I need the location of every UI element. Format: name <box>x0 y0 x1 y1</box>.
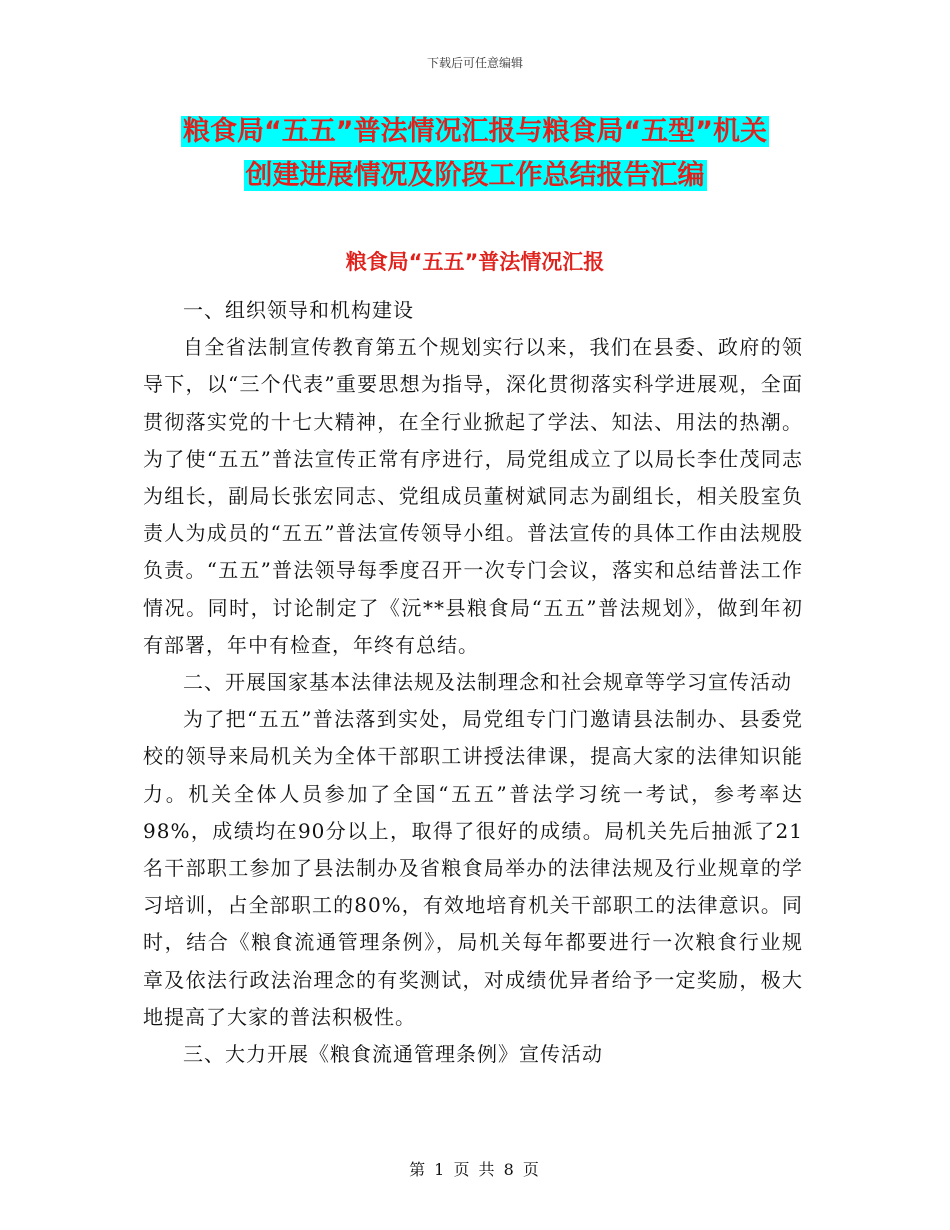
title-line-1-text: 粮食局“五五”普法情况汇报与粮食局“五型”机关 <box>183 116 767 147</box>
page-footer: 第 1 页 共 8 页 <box>409 1160 541 1179</box>
heading-2: 二、开展国家基本法律法规及法制理念和社会规章等学习宣传活动 <box>183 670 792 695</box>
section-title: 粮食局“五五”普法情况汇报 <box>345 250 605 274</box>
document-title <box>0 110 950 198</box>
document-body <box>143 292 803 1073</box>
title-line-1 <box>0 110 950 154</box>
title-line-2 <box>0 154 950 198</box>
paragraph-2: 为了把“五五”普法落到实处，局党组专门门邀请县法制办、县委党校的领导来局机关为全体干部职工讲授法律课，提高大家的法律知识能力。机关全体人员参加了全国“五五”普法学习统一考试，参考率达98%，成绩均在90分以上，取得了很好的成绩。局机关先后抽派了21名干部职工参加了县法制办及省粮食局举办的法律法规及行业规章的学习培训，占全部职工的80%，有效地培育机关干部职工的法律意识。同时，结合《粮食流通管理条例》，局机关每年都要进行一次粮食行业规章及依法行政法治理念的有奖测试，对成绩优异者给予一定奖励，极大地提高了大家的普法积极性。 <box>143 707 803 1029</box>
paragraph-1: 自全省法制宣传教育第五个规划实行以来，我们在县委、政府的领导下，以“三个代表”重要思想为指导，深化贯彻落实科学进展观，全面贯彻落实党的十七大精神，在全行业掀起了学法、知法、用法的热潮。为了使“五五”普法宣传正常有序进行，局党组成立了以局长李仕茂同志为组长，副局长张宏同志、党组成员董树斌同志为副组长，相关股室负责人为成员的“五五”普法宣传领导小组。普法宣传的具体工作由法规股负责。“五五”普法领导每季度召开一次专门会议，落实和总结普法工作情况。同时，讨论制定了《沅**县粮食局“五五”普法规划》，做到年初有部署，年中有检查，年终有总结。 <box>143 335 803 657</box>
title-line-2-text: 创建进展情况及阶段工作总结报告汇编 <box>245 160 705 191</box>
heading-3: 三、大力开展《粮食流通管理条例》宣传活动 <box>183 1042 603 1067</box>
heading-1: 一、组织领导和机构建设 <box>183 298 414 322</box>
header-note: 下载后可任意编辑 <box>426 56 523 70</box>
